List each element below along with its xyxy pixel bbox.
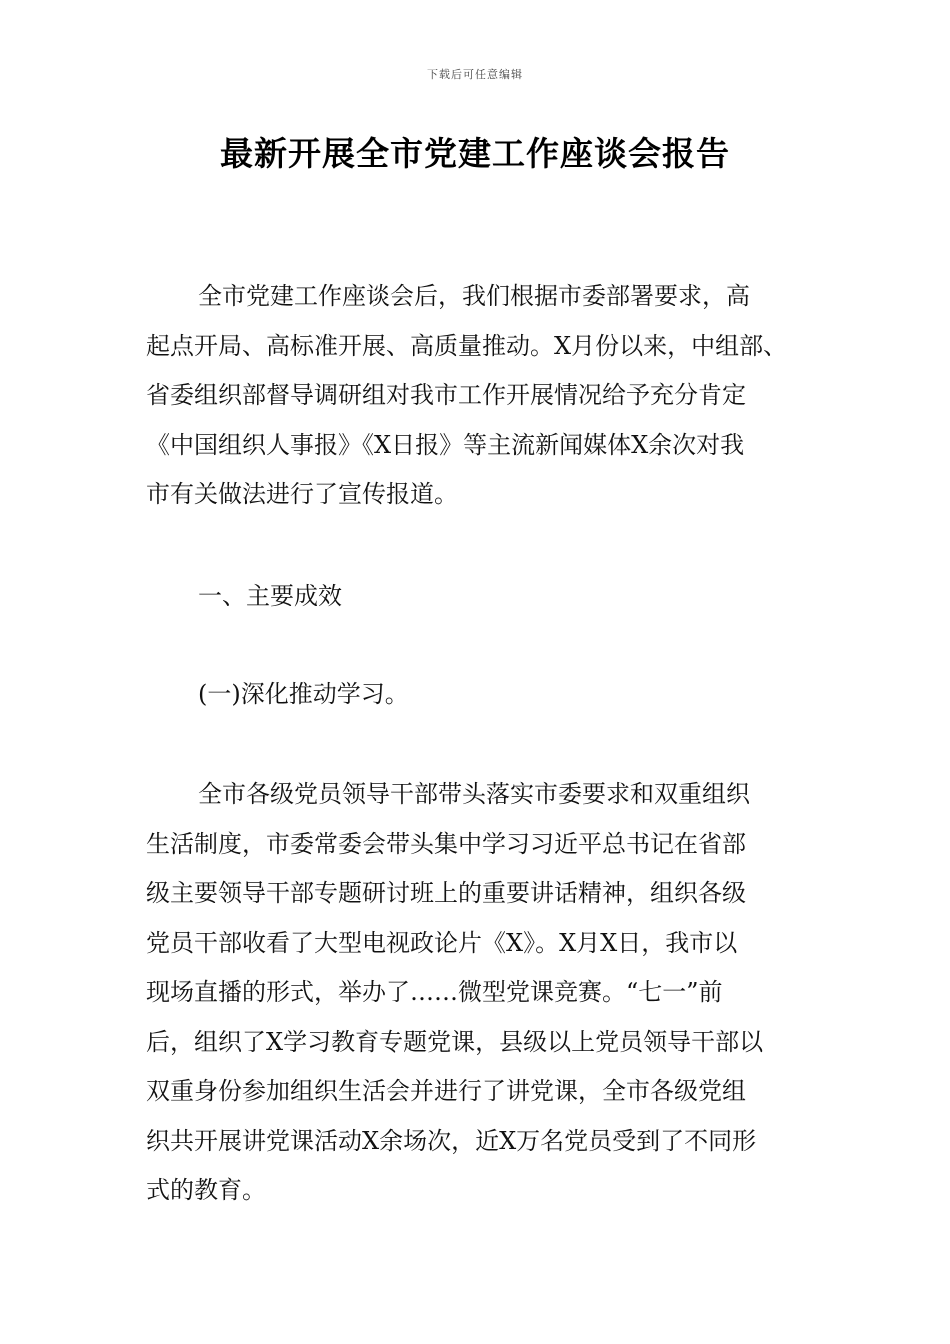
paragraph-line: 式的教育。 (146, 1176, 266, 1204)
paragraph-line: 市有关做法进行了宣传报道。 (146, 480, 458, 508)
paragraph-study (146, 770, 826, 1216)
paragraph-line: 省委组织部督导调研组对我市工作开展情况给予充分肯定 (146, 381, 746, 409)
header-note: 下载后可任意编辑 (427, 68, 523, 81)
document-title: 最新开展全市党建工作座谈会报告 (220, 134, 730, 173)
paragraph-line: 生活制度，市委常委会带头集中学习习近平总书记在省部 (146, 829, 746, 858)
section-heading (146, 572, 826, 622)
paragraph-line: 织共开展讲党课活动X余场次，近X万名党员受到了不同形 (146, 1126, 757, 1155)
paragraph-line: 后，组织了X学习教育专题党课，县级以上党员领导干部以 (146, 1027, 764, 1056)
paragraph-line: 全市各级党员领导干部带头落实市委要求和双重组织 (198, 780, 750, 808)
paragraph-line: 全市党建工作座谈会后，我们根据市委部署要求，高 (198, 282, 750, 310)
paragraph-line: 双重身份参加组织生活会并进行了讲党课，全市各级党组 (146, 1077, 746, 1105)
paragraph-line: 起点开局、高标准开展、高质量推动。X月份以来，中组部、 (146, 331, 788, 360)
paragraph-line: 现场直播的形式，举办了……微型党课竞赛。“七一”前 (146, 978, 723, 1006)
paragraph-line: 党员干部收看了大型电视政论片《X》。X月X日，我市以 (146, 928, 738, 957)
paragraph-line: 《中国组织人事报》《X日报》等主流新闻媒体X余次对我 (146, 430, 745, 459)
subsection-heading (146, 670, 826, 720)
subsection-heading-text: (一)深化推动学习。 (198, 680, 409, 708)
section-heading-text: 一、主要成效 (198, 582, 342, 610)
paragraph-line: 级主要领导干部专题研讨班上的重要讲话精神，组织各级 (146, 879, 746, 907)
paragraph-intro (146, 272, 826, 520)
